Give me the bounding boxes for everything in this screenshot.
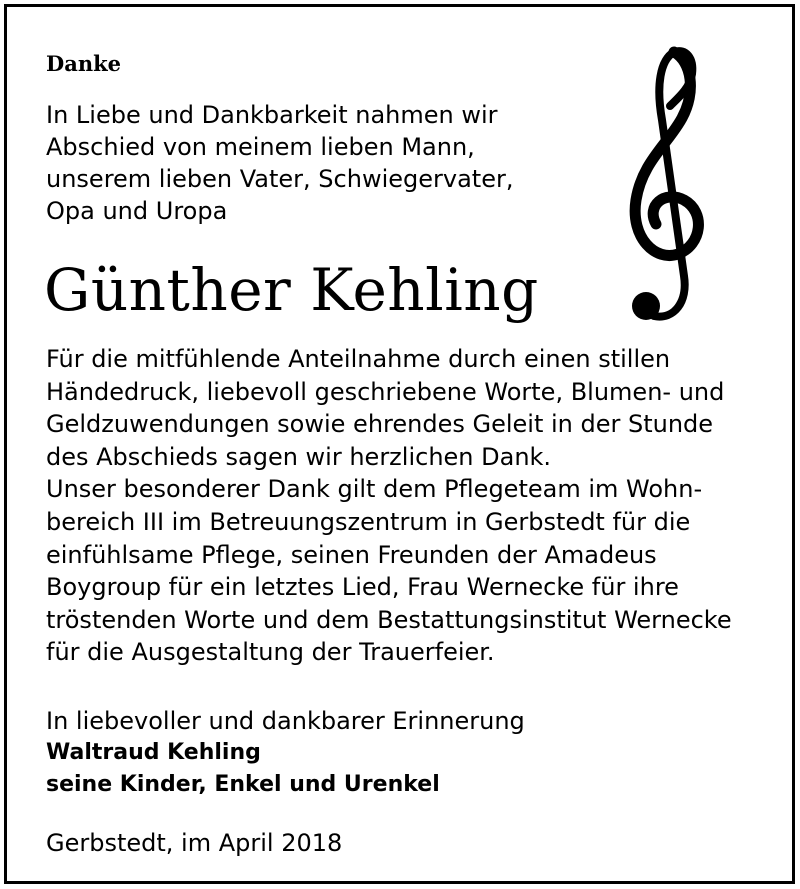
body-line: Unser besonderer Dank gilt dem Pflegeteam im Wohn- (46, 475, 703, 504)
closing-block (46, 705, 746, 801)
deceased-name: Günther Kehling (44, 256, 539, 324)
intro-line: unserem lieben Vater, Schwiegervater, (46, 165, 514, 193)
body-line: tröstenden Worte und dem Bestattungsinstitut Wernecke (46, 605, 732, 634)
body-line: einfühlsame Pflege, seinen Freunden der Amadeus (46, 540, 657, 569)
treble-clef-icon (612, 40, 722, 330)
body-line: Für die mitfühlende Anteilnahme durch einen stillen (46, 345, 671, 373)
signatory-name: Waltraud Kehling (46, 740, 261, 765)
thanks-text (46, 343, 776, 669)
body-line: für die Ausgestaltung der Trauerfeier. (46, 638, 495, 667)
body-line: bereich III im Betreuungszentrum in Gerbstedt für die (46, 507, 691, 536)
signatory-family: seine Kinder, Enkel und Urenkel (46, 772, 440, 797)
intro-line: In Liebe und Dankbarkeit nahmen wir (46, 101, 498, 129)
body-line: Boygroup für ein letztes Lied, Frau Wernecke für ihre (46, 573, 679, 602)
place-and-date: Gerbstedt, im April 2018 (46, 829, 343, 857)
notice-heading: Danke (46, 51, 121, 76)
intro-line: Abschied von meinem lieben Mann, (46, 133, 475, 161)
intro-text (46, 99, 566, 227)
body-line: Händedruck, liebevoll geschriebene Worte, Blumen- und (46, 377, 725, 406)
intro-line: Opa und Uropa (46, 197, 228, 225)
body-line: des Abschieds sagen wir herzlichen Dank. (46, 442, 552, 471)
closing-line: In liebevoller und dankbarer Erinnerung (46, 707, 525, 735)
body-line: Geldzuwendungen sowie ehrendes Geleit in der Stunde (46, 410, 714, 439)
